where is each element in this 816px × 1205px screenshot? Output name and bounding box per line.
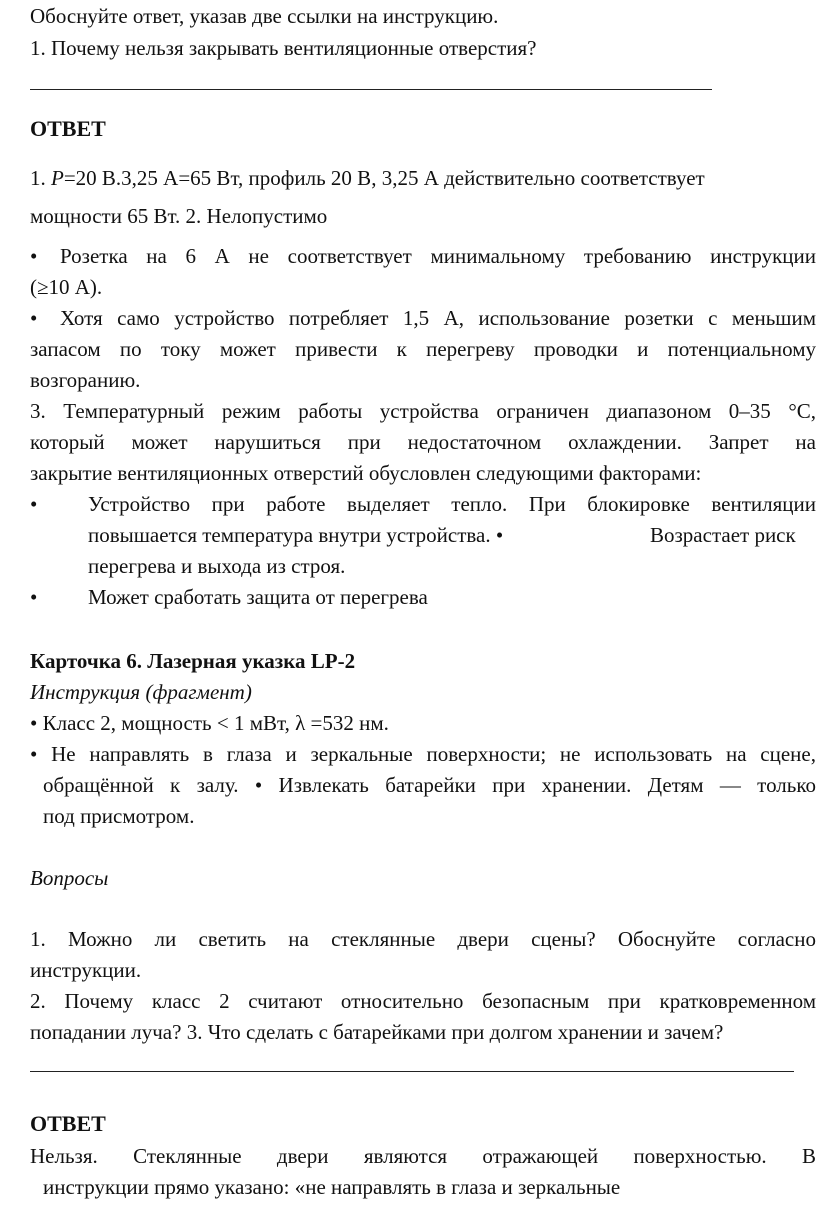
instruction-item-rules-line-3: под присмотром. bbox=[43, 804, 195, 828]
bullet-marker: • bbox=[30, 492, 38, 516]
question-2-line-1: 2. Почему класс 2 считают относительно безопасным при кратковременном bbox=[30, 989, 816, 1013]
bullet-current-line-1: Хотя само устройство потребляет 1,5 А, использование розетки с меньшим bbox=[60, 306, 816, 330]
temperature-paragraph-line-3: закрытие вентиляционных отверстий обусловлен следующими факторами: bbox=[30, 461, 702, 485]
answer-paragraph-1 bbox=[30, 165, 705, 191]
bullet-marker: • bbox=[30, 244, 38, 268]
bullet-marker: • bbox=[30, 585, 38, 609]
answer-heading: ОТВЕТ bbox=[30, 116, 106, 141]
bullet-current-line-2: запасом по току может привести к перегреву проводки и потенциальному bbox=[30, 337, 816, 361]
answer-line bbox=[30, 1071, 794, 1072]
bullet-socket-line-1: Розетка на 6 А не соответствует минимальному требованию инструкции bbox=[60, 244, 816, 268]
paragraph-number: 1. bbox=[30, 166, 51, 190]
instruction-item-rules-line-1: • Не направлять в глаза и зеркальные поверхности; не использовать на сцене, bbox=[30, 742, 816, 766]
answer-2-line-2: инструкции прямо указано: «не направлять в глаза и зеркальные bbox=[43, 1175, 621, 1199]
power-calculation: =20 В.3,25 А=65 Вт, профиль 20 В, 3,25 А действительно соответствует bbox=[63, 166, 705, 190]
instruction-text: Обоснуйте ответ, указав две ссылки на инструкцию. bbox=[30, 4, 499, 28]
answer-heading: ОТВЕТ bbox=[30, 1111, 106, 1136]
factor-heat-line-1: Устройство при работе выделяет тепло. При блокировке вентиляции bbox=[88, 492, 816, 516]
instruction-item-rules-line-2: обращённой к залу. • Извлекать батарейки при хранении. Детям — только bbox=[43, 773, 816, 797]
factor-protection: Может сработать защита от перегрева bbox=[88, 585, 428, 609]
question-ventilation: 1. Почему нельзя закрывать вентиляционные отверстия? bbox=[30, 36, 537, 60]
question-1-line-1: 1. Можно ли светить на стеклянные двери сцены? Обоснуйте согласно bbox=[30, 927, 816, 951]
factor-heat-line-2b: Возрастает риск bbox=[650, 523, 796, 547]
card-subtitle: Инструкция (фрагмент) bbox=[30, 680, 252, 704]
temperature-paragraph-line-2: который может нарушиться при недостаточном охлаждении. Запрет на bbox=[30, 430, 816, 454]
card-title: Карточка 6. Лазерная указка LP-2 bbox=[30, 649, 356, 673]
questions-heading: Вопросы bbox=[30, 866, 109, 890]
power-variable: P bbox=[51, 166, 64, 190]
question-2-line-2: попадании луча? 3. Что сделать с батарейками при долгом хранении и зачем? bbox=[30, 1020, 724, 1044]
answer-paragraph-1-line-2: мощности 65 Вт. 2. Нелопустимо bbox=[30, 204, 328, 228]
temperature-paragraph-line-1: 3. Температурный режим работы устройства ограничен диапазоном 0–35 °С, bbox=[30, 399, 816, 423]
question-1-line-2: инструкции. bbox=[30, 958, 142, 982]
factor-heat-line-3: перегрева и выхода из строя. bbox=[88, 554, 346, 578]
answer-2-line-1: Нельзя. Стеклянные двери являются отражающей поверхностью. В bbox=[30, 1144, 816, 1168]
answer-line bbox=[30, 89, 712, 90]
bullet-marker: • bbox=[30, 306, 38, 330]
instruction-item-class: • Класс 2, мощность < 1 мВт, λ =532 нм. bbox=[30, 711, 389, 735]
factor-heat-line-2a: повышается температура внутри устройства. • bbox=[88, 523, 504, 547]
bullet-socket-line-2: (≥10 А). bbox=[30, 275, 103, 299]
bullet-current-line-3: возгоранию. bbox=[30, 368, 141, 392]
